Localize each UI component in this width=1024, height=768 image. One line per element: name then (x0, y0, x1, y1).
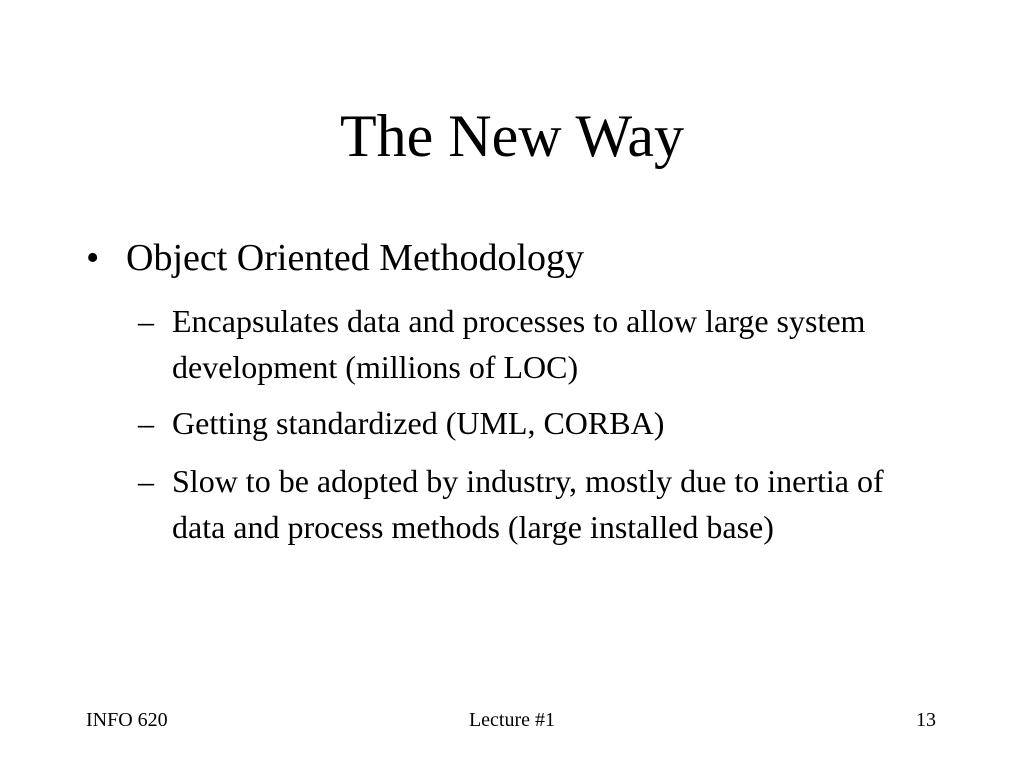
footer-page-number: 13 (916, 709, 936, 731)
sub-point-slow-adoption (138, 458, 938, 550)
dash-marker: – (138, 303, 154, 339)
dash-marker: – (138, 405, 154, 441)
slide-title: The New Way (340, 103, 684, 169)
sub-point-encapsulates (138, 298, 938, 390)
sub-point-text: Encapsulates data and processes to allow large system development (millions of LOC) (172, 303, 866, 385)
dash-marker: – (138, 463, 154, 499)
bullet-marker: • (86, 237, 100, 279)
sub-point-standardized (138, 400, 938, 446)
footer-course: INFO 620 (86, 709, 168, 731)
bullet-item (86, 234, 946, 282)
sub-point-text: Slow to be adopted by industry, mostly due to inertia of data and process methods (large installed base) (172, 463, 884, 545)
footer-lecture: Lecture #1 (468, 709, 556, 731)
bullet-text: Object Oriented Methodology (126, 237, 585, 279)
sub-point-text: Getting standardized (UML, CORBA) (172, 405, 665, 441)
